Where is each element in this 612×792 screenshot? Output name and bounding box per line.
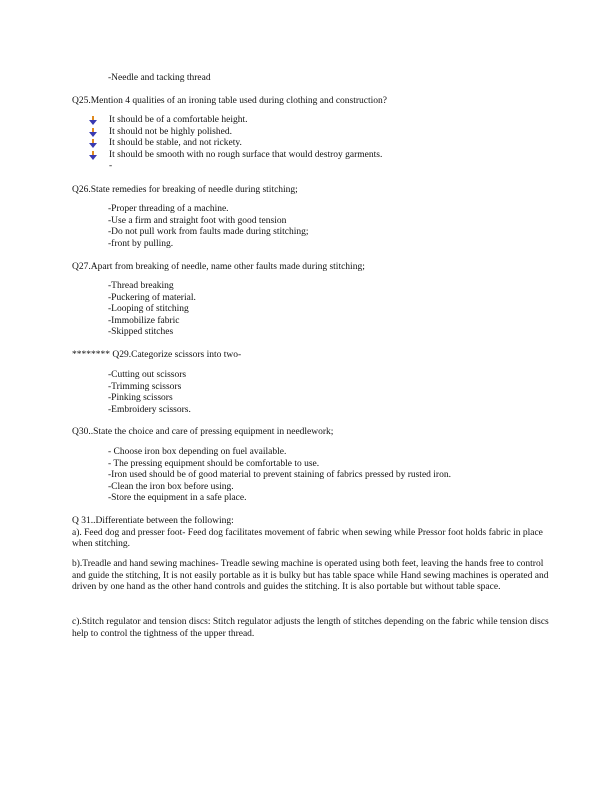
q26-question: Q26.State remedies for breaking of needle during stitching; (72, 185, 298, 195)
q30-item: -Clean the iron box before using. (108, 481, 234, 492)
q29-item: -Embroidery scissors. (108, 404, 191, 415)
q29-item: -Trimming scissors (108, 381, 182, 392)
q27-question: Q27.Apart from breaking of needle, name other faults made during stitching; (72, 262, 365, 272)
q30-item: -Iron used should be of good material to prevent staining of fabrics pressed by rusted iron. (108, 470, 451, 480)
q30-question: Q30..State the choice and care of pressing equipment in needlework; (72, 427, 334, 437)
q25-bullet-text: It should be of a comfortable height. (109, 115, 248, 125)
q25-bullet-text: It should be stable, and not rickety. (109, 138, 242, 148)
q25-bullet-text: It should be smooth with no rough surface that would destroy garments. (109, 149, 383, 160)
q29-item: -Cutting out scissors (108, 370, 187, 380)
q31-question: Q 31..Differentiate between the following: (72, 516, 234, 526)
q29-question: ******** Q29.Categorize scissors into two- (72, 350, 242, 360)
q25-question: Q25.Mention 4 qualities of an ironing table used during clothing and construction? (72, 96, 388, 106)
q30-item: -Store the equipment in a safe place. (108, 493, 247, 503)
q27-item: -Thread breaking (108, 281, 174, 291)
arrow-bullet-icon (89, 128, 97, 137)
q29-item: -Pinking scissors (108, 393, 173, 403)
q25-trailing-dash: - (109, 161, 113, 171)
q27-item: -Looping of stitching (108, 304, 189, 314)
q26-item: -Use a firm and straight foot with good tension (108, 215, 287, 226)
arrow-bullet-icon (89, 139, 97, 148)
intro-item: -Needle and tacking thread (108, 73, 211, 83)
q31-answer-a: a). Feed dog and presser foot- Feed dog facilitates movement of fabric when sewing while Pressor foot holds fabric in place when stitching. (72, 527, 543, 550)
q27-item: -Immobilize fabric (108, 315, 180, 326)
q30-item: - Choose iron box depending on fuel available. (108, 447, 287, 457)
q31-answer-b: b).Treadle and hand sewing machines- Treadle sewing machine is operated using both feet, leaving the hands free to control and guide the stitching, It is not easily portable as it is bulky but has table space while Hand sewing machines is operated and driven by one hand as the other hand controls and guides the stitching. It is also portable but without table space. (72, 559, 549, 593)
q31-answer-c: c).Stitch regulator and tension discs: Stitch regulator adjusts the length of stitches depending on the fabric while tension discs help to control the tightness of the upper thread. (72, 617, 549, 639)
q30-item: - The pressing equipment should be comfortable to use. (108, 458, 320, 469)
q26-item: -front by pulling. (108, 238, 174, 249)
arrow-bullet-icon (89, 151, 97, 160)
q26-item: -Proper threading of a machine. (108, 204, 229, 214)
q27-item: -Skipped stitches (108, 327, 174, 337)
q26-item: -Do not pull work from faults made during stitching; (108, 227, 309, 237)
arrow-bullet-icon (89, 116, 97, 125)
q27-item: -Puckering of material. (108, 292, 196, 303)
q25-bullet-text: It should not be highly polished. (109, 126, 232, 137)
